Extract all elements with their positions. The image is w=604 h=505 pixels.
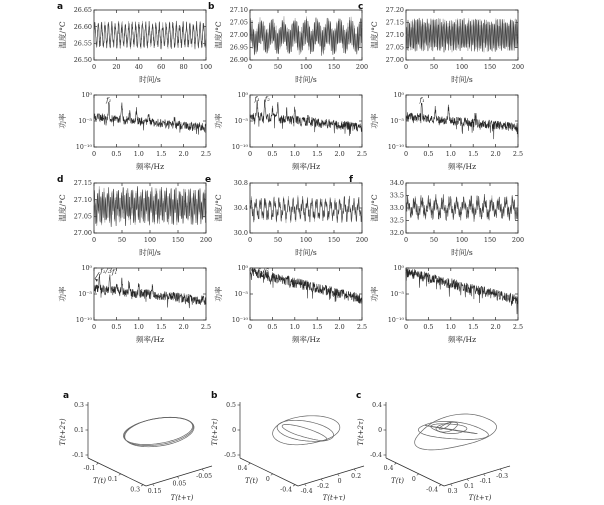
svg-text:频率/Hz: 频率/Hz xyxy=(447,335,477,344)
panel-b-time-series xyxy=(212,2,368,90)
svg-text:27.00: 27.00 xyxy=(385,56,404,65)
panel-e-spectrum xyxy=(212,263,368,350)
svg-text:200: 200 xyxy=(511,63,524,71)
attractor-b-plot xyxy=(206,386,368,504)
svg-text:1.5: 1.5 xyxy=(156,150,167,158)
panel-c-spectrum xyxy=(368,90,524,177)
svg-text:27.00: 27.00 xyxy=(73,229,92,238)
svg-text:50: 50 xyxy=(429,236,439,244)
svg-text:0.5: 0.5 xyxy=(267,323,278,331)
panel-label-f: f xyxy=(349,175,353,185)
svg-text:2.0: 2.0 xyxy=(178,323,189,331)
panel-a-time-series xyxy=(56,2,215,90)
svg-text:0.1: 0.1 xyxy=(74,427,84,435)
svg-text:f₁: f₁ xyxy=(419,95,425,104)
svg-text:1.5: 1.5 xyxy=(468,323,479,331)
svg-text:150: 150 xyxy=(327,236,341,244)
svg-text:0: 0 xyxy=(403,63,409,71)
panel-c-spectrum-plot xyxy=(368,90,524,177)
svg-text:80: 80 xyxy=(179,63,188,71)
svg-text:40: 40 xyxy=(134,63,143,71)
svg-text:30.4: 30.4 xyxy=(233,204,248,213)
svg-text:T(t+τ): T(t+τ) xyxy=(322,494,346,502)
svg-text:频率/Hz: 频率/Hz xyxy=(447,162,477,171)
svg-text:2.5: 2.5 xyxy=(512,323,524,331)
svg-text:温度/°C: 温度/°C xyxy=(370,194,379,222)
svg-text:10⁻¹⁰: 10⁻¹⁰ xyxy=(231,144,248,152)
svg-text:50: 50 xyxy=(273,63,283,71)
svg-text:50: 50 xyxy=(429,63,439,71)
svg-text:0.5: 0.5 xyxy=(111,323,122,331)
panel-e-time-series xyxy=(212,175,368,263)
svg-text:-0.4: -0.4 xyxy=(300,488,313,495)
panel-f-time-series xyxy=(368,178,524,263)
svg-text:150: 150 xyxy=(171,236,185,244)
panel-label-3d-c: c xyxy=(356,391,362,401)
svg-text:f₁/3: f₁/3 xyxy=(100,267,113,276)
svg-text:27.20: 27.20 xyxy=(385,6,404,15)
svg-text:T(t): T(t) xyxy=(93,477,106,485)
svg-text:0.4: 0.4 xyxy=(383,465,394,473)
svg-text:10⁰: 10⁰ xyxy=(81,265,92,273)
svg-text:100: 100 xyxy=(299,63,313,71)
svg-text:150: 150 xyxy=(327,63,341,71)
svg-text:0: 0 xyxy=(247,150,253,158)
svg-text:26.60: 26.60 xyxy=(73,22,92,31)
panel-label-e: e xyxy=(205,175,212,185)
svg-text:200: 200 xyxy=(355,63,368,71)
svg-text:-0.4: -0.4 xyxy=(280,486,293,494)
svg-text:0.5: 0.5 xyxy=(226,402,236,410)
svg-text:50: 50 xyxy=(117,236,127,244)
panel-b-spectrum xyxy=(212,90,368,177)
svg-text:32.0: 32.0 xyxy=(389,229,404,238)
svg-text:功率: 功率 xyxy=(214,286,223,302)
svg-text:0.5: 0.5 xyxy=(423,150,434,158)
svg-text:f₂: f₂ xyxy=(264,94,271,103)
svg-text:27.10: 27.10 xyxy=(229,6,248,15)
svg-text:1.5: 1.5 xyxy=(312,323,323,331)
svg-text:T(t): T(t) xyxy=(391,477,404,485)
svg-text:2.5: 2.5 xyxy=(356,323,368,331)
svg-text:10⁻⁵: 10⁻⁵ xyxy=(390,291,404,299)
svg-text:时间/s: 时间/s xyxy=(295,75,317,84)
panel-b-spectrum-plot xyxy=(212,90,368,177)
svg-text:T(t+2τ): T(t+2τ) xyxy=(211,418,219,446)
svg-text:0: 0 xyxy=(411,475,416,483)
attractor-a-plot xyxy=(54,386,216,504)
panel-e-time-series-plot xyxy=(212,175,368,263)
svg-text:2.5: 2.5 xyxy=(512,150,524,158)
svg-text:0: 0 xyxy=(232,427,236,435)
svg-text:1.0: 1.0 xyxy=(133,150,144,158)
svg-text:26.95: 26.95 xyxy=(229,43,248,52)
svg-text:100: 100 xyxy=(199,63,212,71)
svg-text:10⁻⁵: 10⁻⁵ xyxy=(78,118,92,126)
svg-text:功率: 功率 xyxy=(370,286,379,302)
svg-text:0: 0 xyxy=(265,475,270,483)
svg-text:0.1: 0.1 xyxy=(464,483,475,490)
svg-text:0.5: 0.5 xyxy=(111,150,122,158)
svg-text:10⁰: 10⁰ xyxy=(393,92,404,100)
panel-label-3d-a: a xyxy=(63,391,70,401)
svg-text:0.4: 0.4 xyxy=(372,402,382,410)
svg-text:27.15: 27.15 xyxy=(385,18,404,27)
svg-text:f₁: f₁ xyxy=(111,267,118,276)
svg-text:27.05: 27.05 xyxy=(385,43,404,52)
svg-text:1.0: 1.0 xyxy=(289,323,300,331)
svg-text:10⁻⁵: 10⁻⁵ xyxy=(78,291,92,299)
svg-text:150: 150 xyxy=(483,236,497,244)
attractor-a xyxy=(54,386,216,504)
svg-text:10⁻⁵: 10⁻⁵ xyxy=(234,118,248,126)
svg-text:功率: 功率 xyxy=(370,113,379,129)
svg-text:功率: 功率 xyxy=(58,286,67,302)
svg-text:2.5: 2.5 xyxy=(200,323,212,331)
panel-a-time-series-plot xyxy=(56,2,215,90)
svg-text:10⁻¹⁰: 10⁻¹⁰ xyxy=(231,317,248,325)
svg-text:10⁰: 10⁰ xyxy=(393,265,404,273)
svg-text:T(t): T(t) xyxy=(245,477,258,485)
panel-label-3d-b: b xyxy=(211,391,218,401)
svg-text:0.5: 0.5 xyxy=(423,323,434,331)
svg-text:33.5: 33.5 xyxy=(389,191,404,200)
svg-text:时间/s: 时间/s xyxy=(139,75,161,84)
svg-text:1.0: 1.0 xyxy=(289,150,300,158)
panel-a-spectrum xyxy=(56,90,212,177)
svg-text:温度/°C: 温度/°C xyxy=(58,21,67,49)
svg-text:时间/s: 时间/s xyxy=(451,75,473,84)
svg-text:200: 200 xyxy=(199,236,212,244)
svg-text:10⁻⁵: 10⁻⁵ xyxy=(234,291,248,299)
svg-text:10⁰: 10⁰ xyxy=(237,92,248,100)
svg-text:100: 100 xyxy=(299,236,313,244)
svg-text:0.5: 0.5 xyxy=(267,150,278,158)
svg-text:0.05: 0.05 xyxy=(172,480,187,488)
svg-text:0: 0 xyxy=(247,63,253,71)
svg-text:0.15: 0.15 xyxy=(147,488,162,495)
svg-text:1.0: 1.0 xyxy=(445,323,456,331)
svg-text:32.5: 32.5 xyxy=(389,216,404,225)
svg-text:温度/°C: 温度/°C xyxy=(58,194,67,222)
svg-text:0: 0 xyxy=(337,478,342,485)
svg-text:-0.4: -0.4 xyxy=(370,452,382,460)
svg-text:27.00: 27.00 xyxy=(229,31,248,40)
svg-text:T(t+τ): T(t+τ) xyxy=(170,494,194,502)
svg-text:26.55: 26.55 xyxy=(73,39,92,48)
svg-text:0: 0 xyxy=(91,63,97,71)
svg-text:时间/s: 时间/s xyxy=(295,248,317,257)
svg-text:T(t+2τ): T(t+2τ) xyxy=(357,418,365,446)
attractor-c xyxy=(352,386,514,504)
svg-text:30.0: 30.0 xyxy=(233,229,248,238)
svg-text:100: 100 xyxy=(143,236,157,244)
svg-text:150: 150 xyxy=(483,63,497,71)
attractor-c-plot xyxy=(352,386,514,504)
svg-text:功率: 功率 xyxy=(58,113,67,129)
svg-text:0.1: 0.1 xyxy=(107,475,118,483)
svg-text:2.5: 2.5 xyxy=(356,150,368,158)
panel-label-c: c xyxy=(358,2,364,12)
svg-text:0: 0 xyxy=(403,150,409,158)
svg-text:-0.2: -0.2 xyxy=(317,483,330,490)
svg-text:200: 200 xyxy=(355,236,368,244)
svg-text:27.05: 27.05 xyxy=(229,18,248,27)
svg-text:T(t+2τ): T(t+2τ) xyxy=(59,418,67,446)
svg-text:26.90: 26.90 xyxy=(229,56,248,65)
panel-c-time-series xyxy=(368,5,524,90)
svg-text:2.0: 2.0 xyxy=(334,323,345,331)
svg-text:200: 200 xyxy=(511,236,524,244)
panel-label-b: b xyxy=(208,2,215,12)
panel-c-time-series-plot xyxy=(368,5,524,90)
svg-text:0: 0 xyxy=(247,236,253,244)
panel-label-a: a xyxy=(57,2,64,12)
svg-text:-0.5: -0.5 xyxy=(224,452,236,460)
svg-text:10⁰: 10⁰ xyxy=(237,265,248,273)
svg-text:10⁻¹⁰: 10⁻¹⁰ xyxy=(75,144,92,152)
panel-e-spectrum-plot xyxy=(212,263,368,350)
panel-f-spectrum xyxy=(368,263,524,350)
panel-d-spectrum xyxy=(56,263,212,350)
svg-text:-0.1: -0.1 xyxy=(72,452,84,460)
panel-d-time-series xyxy=(56,175,212,263)
svg-text:频率/Hz: 频率/Hz xyxy=(291,162,321,171)
svg-text:0: 0 xyxy=(403,236,409,244)
svg-text:f₁: f₁ xyxy=(254,94,260,103)
svg-text:1.5: 1.5 xyxy=(312,150,323,158)
svg-text:f₁/6: f₁/6 xyxy=(257,267,270,276)
svg-text:10⁻¹⁰: 10⁻¹⁰ xyxy=(387,317,404,325)
svg-text:0.4: 0.4 xyxy=(237,465,248,473)
svg-text:33.0: 33.0 xyxy=(389,204,404,213)
svg-text:2.0: 2.0 xyxy=(178,150,189,158)
panel-d-spectrum-plot xyxy=(56,263,212,350)
svg-text:-0.4: -0.4 xyxy=(426,486,439,494)
panel-f-time-series-plot xyxy=(368,178,524,263)
attractor-b xyxy=(206,386,368,504)
panel-b-time-series-plot xyxy=(212,2,368,90)
svg-text:27.10: 27.10 xyxy=(385,31,404,40)
svg-text:频率/Hz: 频率/Hz xyxy=(135,335,165,344)
svg-text:30.8: 30.8 xyxy=(233,179,248,188)
svg-text:2.0: 2.0 xyxy=(334,150,345,158)
svg-text:f₁: f₁ xyxy=(106,96,112,105)
svg-text:T(t+τ): T(t+τ) xyxy=(468,494,492,502)
svg-text:27.15: 27.15 xyxy=(73,179,92,188)
svg-text:20: 20 xyxy=(112,63,121,71)
svg-text:温度/°C: 温度/°C xyxy=(370,21,379,49)
svg-text:60: 60 xyxy=(157,63,166,71)
svg-text:0.3: 0.3 xyxy=(74,402,84,410)
svg-text:2.0: 2.0 xyxy=(490,150,501,158)
svg-text:-0.3: -0.3 xyxy=(496,473,509,480)
svg-text:2.0: 2.0 xyxy=(490,323,501,331)
svg-text:0.2: 0.2 xyxy=(351,473,362,480)
svg-text:0: 0 xyxy=(91,150,97,158)
svg-text:温度/°C: 温度/°C xyxy=(214,194,223,222)
svg-text:频率/Hz: 频率/Hz xyxy=(291,335,321,344)
svg-text:-0.1: -0.1 xyxy=(479,478,492,485)
panel-a-spectrum-plot xyxy=(56,90,212,177)
svg-text:1.5: 1.5 xyxy=(468,150,479,158)
svg-text:-0.1: -0.1 xyxy=(83,465,96,473)
svg-text:0: 0 xyxy=(247,323,253,331)
svg-text:-0.05: -0.05 xyxy=(196,473,213,480)
svg-text:0.3: 0.3 xyxy=(447,488,458,495)
svg-text:功率: 功率 xyxy=(214,113,223,129)
svg-text:50: 50 xyxy=(273,236,283,244)
svg-text:27.05: 27.05 xyxy=(73,212,92,221)
panel-label-d: d xyxy=(57,175,64,185)
svg-text:10⁰: 10⁰ xyxy=(81,92,92,100)
panel-f-spectrum-plot xyxy=(368,263,524,350)
svg-text:100: 100 xyxy=(455,236,469,244)
svg-text:26.50: 26.50 xyxy=(73,56,92,65)
svg-text:100: 100 xyxy=(455,63,469,71)
svg-text:0: 0 xyxy=(403,323,409,331)
panel-d-time-series-plot xyxy=(56,175,212,263)
svg-text:1.0: 1.0 xyxy=(133,323,144,331)
svg-text:0: 0 xyxy=(91,323,97,331)
svg-text:0: 0 xyxy=(91,236,97,244)
svg-text:0: 0 xyxy=(378,427,382,435)
svg-text:频率/Hz: 频率/Hz xyxy=(135,162,165,171)
svg-text:2.5: 2.5 xyxy=(200,150,212,158)
svg-text:27.10: 27.10 xyxy=(73,195,92,204)
svg-text:时间/s: 时间/s xyxy=(139,248,161,257)
svg-text:26.65: 26.65 xyxy=(73,6,92,15)
svg-text:1.0: 1.0 xyxy=(445,150,456,158)
svg-text:温度/°C: 温度/°C xyxy=(214,21,223,49)
svg-text:10⁻⁵: 10⁻⁵ xyxy=(390,118,404,126)
svg-text:10⁻¹⁰: 10⁻¹⁰ xyxy=(75,317,92,325)
svg-text:34.0: 34.0 xyxy=(389,179,404,188)
svg-text:0.3: 0.3 xyxy=(130,486,141,494)
svg-text:10⁻¹⁰: 10⁻¹⁰ xyxy=(387,144,404,152)
svg-text:时间/s: 时间/s xyxy=(451,248,473,257)
svg-text:1.5: 1.5 xyxy=(156,323,167,331)
